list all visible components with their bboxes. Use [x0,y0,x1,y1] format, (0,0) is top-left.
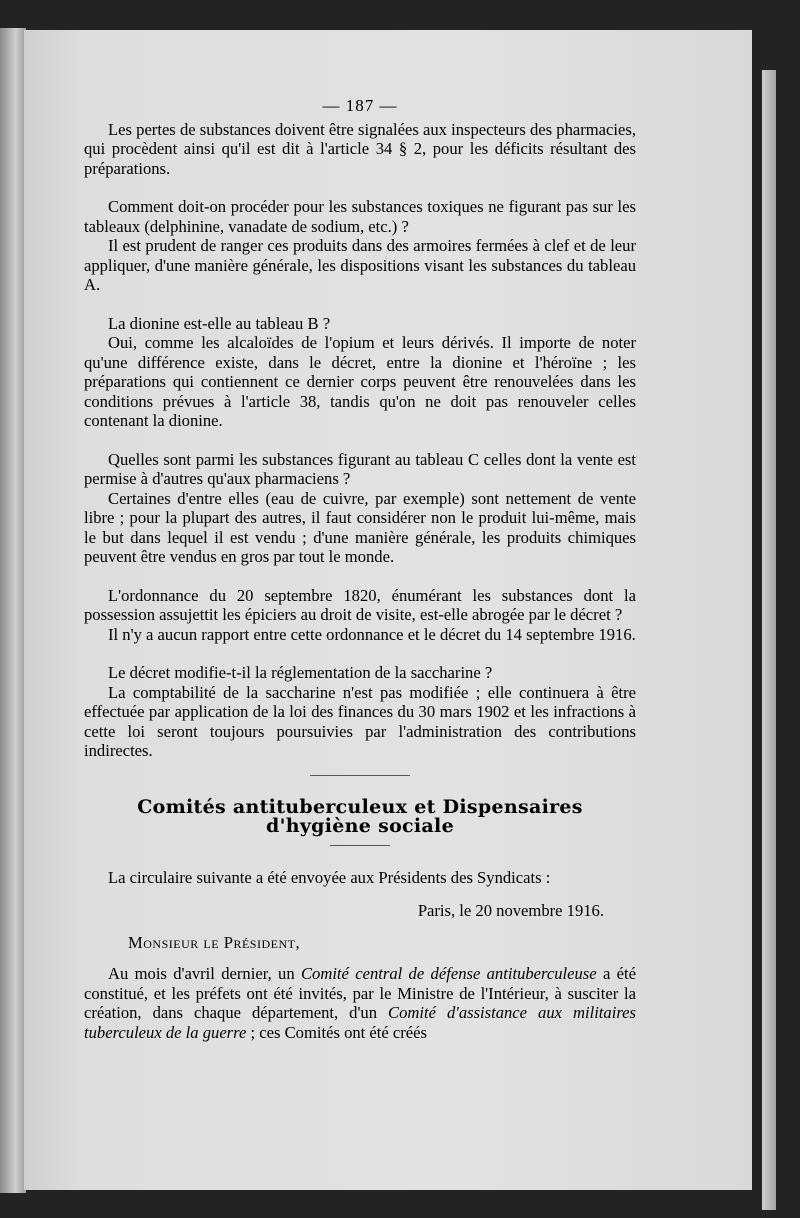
letter-text: ; ces Comités ont été créés [246,1022,427,1042]
answer: Il n'y a aucun rapport entre cette ordonnance et le décret du 14 septembre 1916. [108,624,636,644]
circular-intro: La circulaire suivante a été envoyée aux Présidents des Syndicats : [108,867,551,887]
salutation: Monsieur le Président, [128,932,301,952]
committee-name: Comité central de défense antituberculeuse [300,964,597,983]
title-underline [330,845,390,846]
answer: La comptabilité de la saccharine n'est pas modifiée ; elle continuera à être effectuée par application de la loi des finances du 30 mars 1902 et les infractions à cette loi seront toujours poursuivies par l'administration des contributions indirectes. [84,682,636,760]
page-number: — 187 — [322,96,398,115]
question: La dionine est-elle au tableau B ? [108,313,331,333]
paragraph: Les pertes de substances doivent être signalées aux inspecteurs des pharmacies, qui procèdent ainsi qu'il est dit à l'article 34 § 2, pour les déficits résultant des préparations. [84,119,636,178]
letter-text: a été constitué, et les préfets ont été invités, par le Ministre de l'Intérieur, à susciter la création, dans chaque département, d'un [84,964,636,1022]
page-content [84,96,636,1042]
committee-name: Comité d'assistance aux militaires tuberculeux de la guerre [84,1003,636,1042]
question: L'ordonnance du 20 septembre 1820, énumérant les substances dont la possession assujettit les épiciers au droit de visite, est-elle abrogée par le décret ? [84,585,636,624]
page-gutter-shadow [762,70,776,1210]
section-divider [310,775,410,776]
letter-body [84,964,636,1042]
letter-text: Au mois d'avril dernier, un [108,964,301,983]
question: Le décret modifie-t-il la réglementation de la saccharine ? [108,663,493,682]
dateline: Paris, le 20 novembre 1916. [417,901,604,920]
question: Comment doit-on procéder pour les substances toxiques ne figurant pas sur les tableaux (delphinine, vanadate de sodium, etc.) ? [84,197,636,236]
section-title: Comités antituberculeux et Dispensaires d'hygiène sociale [137,795,583,837]
answer: Oui, comme les alcaloïdes de l'opium et leurs dérivés. Il importe de noter qu'une différence existe, dans le décret, entre la dionine et l'héroïne ; les préparations qui contiennent ce dernier corps peuvent être renouvelées dans les conditions prévues à l'article 38, tandis qu'on ne doit pas renouveler celles contenant la dionine. [84,333,636,430]
answer: Certaines d'entre elles (eau de cuivre, par exemple) sont nettement de vente libre ; pour la plupart des autres, il faut considérer non le produit lui-même, mais le but dans lequel il est vendu ; d'une manière générale, les produits chimiques peuvent être vendus en gros par tout le monde. [84,488,636,566]
question: Quelles sont parmi les substances figurant au tableau C celles dont la vente est permise à d'autres qu'aux pharmaciens ? [84,449,636,488]
answer: Il est prudent de ranger ces produits dans des armoires fermées à clef et de leur appliquer, d'une manière générale, les dispositions visant les substances du tableau A. [84,236,636,294]
previous-page-edge [0,28,26,1193]
